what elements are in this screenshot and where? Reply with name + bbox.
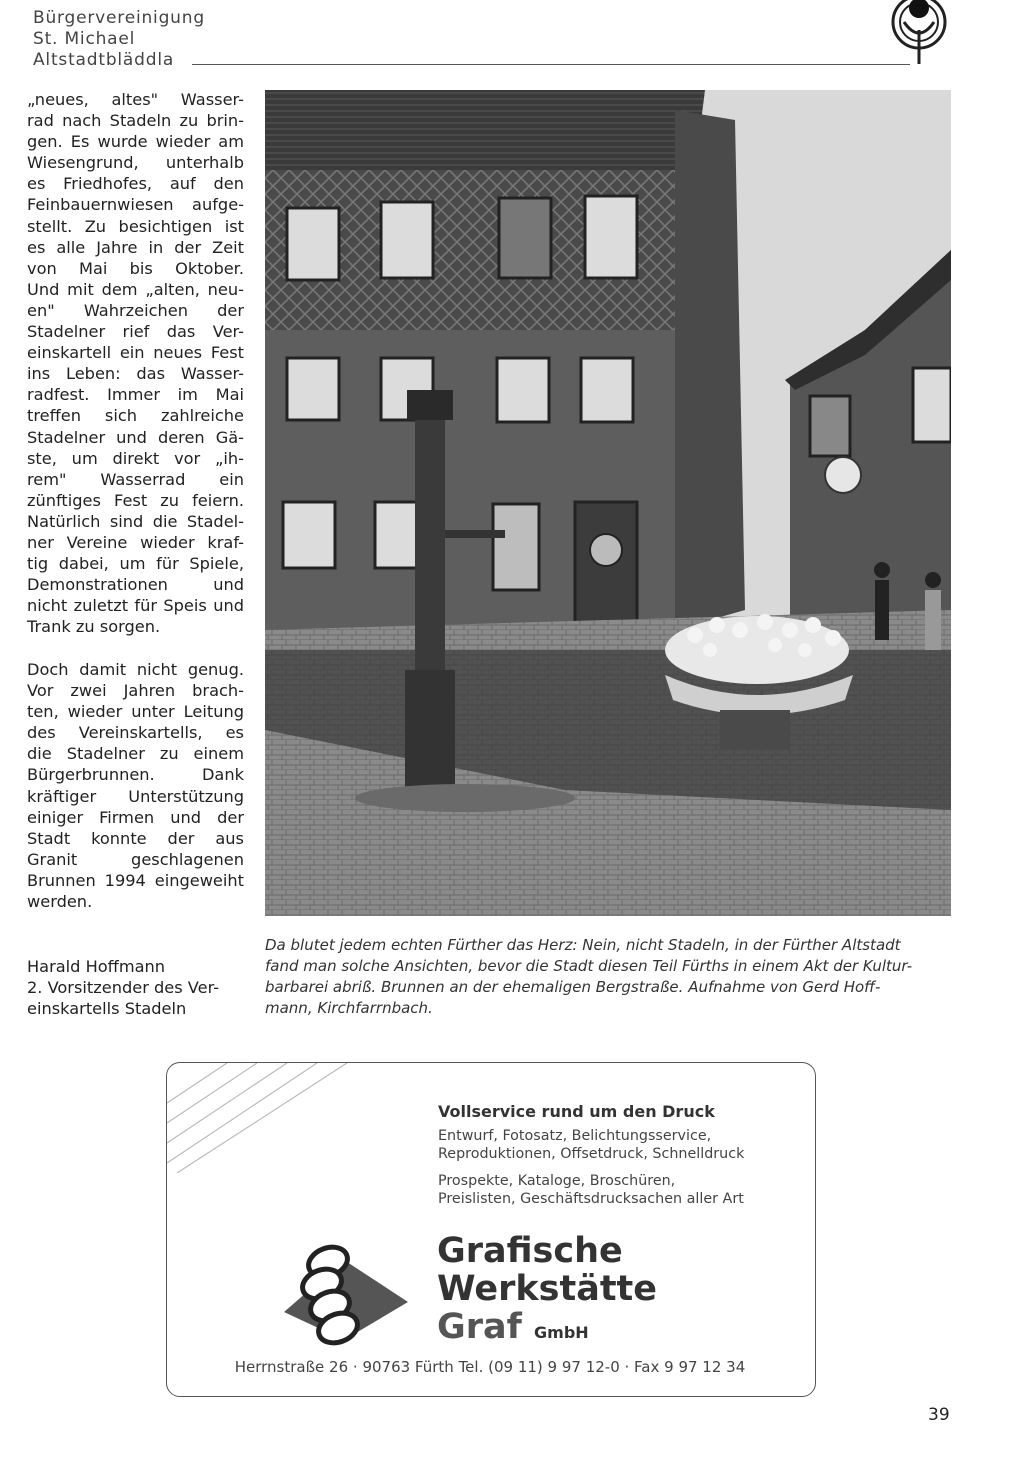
author-role: einskartells Stadeln — [27, 999, 187, 1018]
page-number: 39 — [928, 1405, 950, 1425]
ad-services — [438, 1102, 744, 1208]
caption-line: mann, Kirchfarrnbach. — [265, 999, 433, 1017]
article-paragraph-2 — [27, 659, 244, 912]
article-paragraph-1 — [27, 89, 244, 637]
article-line: ins Leben: das Wasser- — [27, 364, 244, 384]
article-line: ste, um direkt vor „ih- — [27, 448, 244, 468]
decorative-stripes — [167, 1063, 367, 1173]
company-address: Herrnstraße 26 · 90763 Fürth Tel. (09 11) 9 97 12-0 · Fax 9 97 12 34 — [234, 1358, 746, 1376]
article-line: stellt. Zu besichtigen ist — [27, 216, 244, 236]
brand-line: Werkstätte — [437, 1269, 658, 1309]
article-line: Trank zu sorgen. — [27, 617, 161, 637]
photo-illustration — [265, 90, 951, 916]
article-line: tig dabei, um für Spiele, — [27, 554, 244, 574]
article-line: ner Vereine wieder kraf- — [27, 532, 244, 552]
article-line: Stadelner und deren Gä- — [27, 427, 244, 447]
brand-name: Graf — [437, 1307, 522, 1347]
article-line: die Stadelner zu einem — [27, 744, 244, 764]
article-line: werden. — [27, 892, 93, 912]
article-line: nicht zuletzt für Speis und — [27, 596, 244, 616]
article-line: Bürgerbrunnen. Dank — [27, 765, 244, 785]
article-line: des Vereinskartells, es — [27, 723, 244, 743]
article-line: von Mai bis Oktober. — [27, 258, 244, 278]
article-line: Stadt konnte der aus — [27, 828, 244, 848]
brand-line: Grafische — [437, 1231, 623, 1271]
caption-line: fand man solche Ansichten, bevor die Stadt diesen Teil Fürths in einem Akt der Kultur- — [265, 957, 913, 975]
article-line: Wiesengrund, unterhalb — [27, 153, 244, 173]
article-line: Stadelner rief das Ver- — [27, 322, 244, 342]
author-name: Harald Hoffmann — [27, 957, 166, 976]
article-line: Demonstrationen und — [27, 575, 244, 595]
article-line: Vor zwei Jahren brach- — [27, 681, 244, 701]
photo-caption — [265, 935, 955, 1019]
ad-heading: Vollservice rund um den Druck — [438, 1102, 715, 1121]
author-block — [27, 956, 247, 1019]
header-line: Altstadtbläddla — [33, 50, 175, 70]
company-brand — [437, 1232, 657, 1352]
article-line: Und mit dem „alten, neu- — [27, 279, 244, 299]
header-line: Bürgervereinigung — [33, 8, 205, 28]
article-line: es Friedhofes, auf den — [27, 174, 244, 194]
article-line: „neues, altes" Wasser- — [27, 90, 244, 109]
article-line: rem" Wasserrad ein — [27, 469, 244, 489]
article-line: radfest. Immer im Mai — [27, 385, 244, 405]
article-line: treffen sich zahlreiche — [27, 406, 244, 426]
article-line: zünftiges Fest zu feiern. — [27, 490, 244, 510]
article-line: Granit geschlagenen — [27, 849, 244, 869]
caption-line: barbarei abriß. Brunnen an der ehemaligen Bergstraße. Aufnahme von Gerd Hoff- — [265, 978, 881, 996]
ad-service-line: Reproduktionen, Offsetdruck, Schnelldruck — [438, 1146, 745, 1162]
historic-photo — [265, 90, 951, 916]
article-line: Natürlich sind die Stadel- — [27, 511, 244, 531]
author-role: 2. Vorsitzender des Ver- — [27, 978, 220, 997]
caption-line: Da blutet jedem echten Fürther das Herz: Nein, nicht Stadeln, in der Fürther Altstadt — [265, 936, 901, 954]
article-line: kräftiger Unterstützung — [27, 786, 244, 806]
paper-rolls-icon — [284, 1240, 412, 1346]
article-line: Feinbauernwiesen aufge- — [27, 195, 244, 215]
publication-header — [33, 8, 205, 71]
article-line: rad nach Stadeln zu brin- — [27, 111, 244, 131]
header-rule — [192, 64, 910, 65]
emblem-icon — [888, 0, 950, 66]
article-line: einskartell ein neues Fest — [27, 343, 244, 363]
article-line: gen. Es wurde wieder am — [27, 132, 244, 152]
brand-suffix: GmbH — [534, 1323, 589, 1342]
header-line: St. Michael — [33, 29, 136, 49]
article-line: Brunnen 1994 eingeweiht — [27, 870, 244, 890]
article-line: en" Wahrzeichen der — [27, 300, 244, 320]
article-line: Doch damit nicht genug. — [27, 660, 244, 679]
article-line: einiger Firmen und der — [27, 807, 244, 827]
ad-service-line: Preislisten, Geschäftsdrucksachen aller Art — [438, 1191, 744, 1207]
article-line: es alle Jahre in der Zeit — [27, 237, 244, 257]
ad-service-line: Prospekte, Kataloge, Broschüren, — [438, 1173, 676, 1189]
brand-line — [437, 1308, 657, 1352]
article-line: ten, wieder unter Leitung — [27, 702, 244, 722]
ad-service-line: Entwurf, Fotosatz, Belichtungsservice, — [438, 1128, 712, 1144]
